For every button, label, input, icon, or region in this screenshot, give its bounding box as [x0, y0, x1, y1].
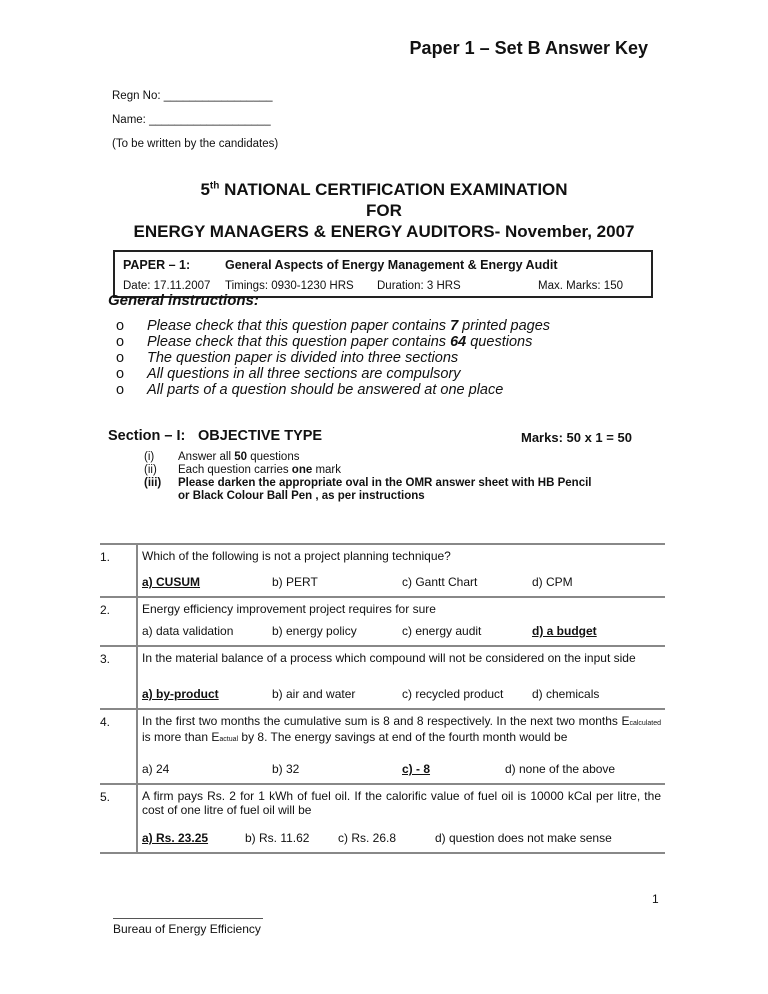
bullet-icon: o: [116, 382, 125, 398]
section-type: OBJECTIVE TYPE: [198, 428, 323, 444]
instruction-bold: one: [291, 464, 313, 476]
exam-heading-line2: FOR: [366, 201, 402, 220]
question-row: [100, 647, 665, 710]
instruction-bullet-item: [116, 366, 461, 382]
instruction-text: mark: [312, 464, 341, 476]
column-divider: [136, 598, 138, 645]
bullet-icon: o: [116, 318, 125, 334]
max-marks: Max. Marks: 150: [538, 280, 623, 292]
answer-option: c) Gantt Chart: [402, 575, 478, 589]
instruction-bullet-item: [116, 318, 550, 334]
bullet-icon: o: [116, 366, 125, 382]
correct-answer-option: d) a budget: [532, 624, 597, 638]
question-number: 3.: [100, 652, 111, 666]
heading-text: NATIONAL CERTIFICATION EXAMINATION: [219, 180, 568, 199]
instruction-text-cont: or Black Colour Ball Pen , as per instructions: [178, 490, 425, 502]
correct-answer-option: a) by-product: [142, 687, 219, 701]
bullet-text: printed pages: [458, 318, 551, 334]
general-instructions-heading: General instructions:: [108, 292, 259, 309]
questions-table: [100, 543, 665, 855]
question-row: [100, 785, 665, 854]
question-text: [142, 715, 661, 746]
bullet-text: All questions in all three sections are compulsory: [147, 366, 461, 382]
bullet-icon: o: [116, 334, 125, 350]
instruction-number: (i): [144, 451, 155, 463]
subscript: actual: [219, 735, 239, 743]
answer-option: b) Rs. 11.62: [245, 831, 310, 845]
ordinal-suffix: th: [209, 180, 220, 192]
column-divider: [136, 647, 138, 708]
bullet-icon: o: [116, 350, 125, 366]
column-divider: [136, 785, 138, 852]
question-row: [100, 710, 665, 785]
question-row: [100, 598, 665, 647]
instruction-text: Each question carries: [178, 464, 292, 476]
ordinal-number: 5: [200, 180, 210, 199]
answer-option: d) chemicals: [532, 687, 600, 701]
column-divider: [136, 710, 138, 783]
answer-option: a) 24: [142, 762, 170, 776]
paper-info-box: [113, 250, 653, 298]
regn-no-field: Regn No: _________________: [112, 90, 273, 102]
question-text: A firm pays Rs. 2 for 1 kWh of fuel oil. If the calorific value of fuel oil is 10000 kCal per litre, the cost of one litre of fuel oil will be: [142, 789, 661, 817]
instruction-item: [144, 477, 591, 489]
subscript: calculated: [629, 720, 661, 727]
exam-heading-line3: ENERGY MANAGERS & ENERGY AUDITORS- November, 2007: [133, 222, 635, 241]
answer-option: a) data validation: [142, 624, 234, 638]
paper-number: PAPER – 1:: [123, 258, 191, 272]
bullet-text: The question paper is divided into three sections: [147, 350, 459, 366]
answer-option: b) 32: [272, 762, 300, 776]
question-number: 1.: [100, 550, 111, 564]
correct-answer-option: a) Rs. 23.25: [142, 831, 209, 845]
instruction-item: [144, 451, 299, 463]
section-marks: Marks: 50 x 1 = 50: [521, 430, 632, 445]
correct-answer-option: a) CUSUM: [142, 575, 201, 589]
bullet-bold: 64: [450, 334, 467, 350]
answer-option: c) energy audit: [402, 624, 482, 638]
instruction-bold: 50: [234, 451, 248, 463]
answer-option: d) none of the above: [505, 762, 616, 776]
question-number: 4.: [100, 715, 111, 729]
bullet-text: All parts of a question should be answered at one place: [147, 382, 504, 398]
answer-option: b) PERT: [272, 575, 318, 589]
name-field: Name: ___________________: [112, 114, 271, 126]
question-number: 2.: [100, 603, 111, 617]
bullet-text: Please check that this question paper contains: [147, 318, 451, 334]
candidate-note: (To be written by the candidates): [112, 138, 279, 150]
bullet-text: questions: [466, 334, 533, 350]
instruction-number: (iii): [144, 477, 162, 489]
instruction-item: [144, 464, 341, 476]
exam-date: Date: 17.11.2007: [123, 280, 211, 292]
exam-duration: Duration: 3 HRS: [377, 280, 461, 292]
footer-org: Bureau of Energy Efficiency: [113, 922, 261, 936]
question-number: 5.: [100, 790, 111, 804]
section-label: Section – I:: [108, 428, 186, 444]
answer-option: b) energy policy: [272, 624, 357, 638]
paper-subject: General Aspects of Energy Management & Energy Audit: [225, 258, 558, 272]
question-text-part: by 8. The energy savings at end of the fourth month would be: [238, 729, 568, 744]
question-text: Energy efficiency improvement project requires for sure: [142, 602, 436, 616]
column-divider: [136, 545, 138, 596]
correct-answer-option: c) - 8: [402, 762, 431, 776]
page-title: Paper 1 – Set B Answer Key: [409, 38, 648, 58]
instruction-number: (ii): [144, 464, 157, 476]
question-text-part: is more than E: [142, 729, 220, 744]
page-number: 1: [652, 892, 659, 906]
question-text: Which of the following is not a project planning technique?: [142, 549, 451, 563]
instruction-text: Please darken the appropriate oval in the OMR answer sheet with HB Pencil: [178, 477, 592, 489]
question-text: In the material balance of a process which compound will not be considered on the input side: [142, 651, 636, 665]
answer-option: d) question does not make sense: [435, 831, 612, 845]
footer-divider: [113, 918, 263, 919]
answer-option: b) air and water: [272, 687, 356, 701]
bullet-bold: 7: [450, 318, 459, 334]
instruction-text: Answer all: [178, 451, 235, 463]
instruction-bullet-item: [116, 334, 532, 350]
exam-timings: Timings: 0930-1230 HRS: [225, 280, 354, 292]
question-text-part: In the first two months the cumulative sum is 8 and 8 respectively. In the next two months E: [142, 714, 630, 728]
answer-option: d) CPM: [532, 575, 573, 589]
answer-option: c) recycled product: [402, 687, 504, 701]
instruction-text: questions: [247, 451, 300, 463]
question-row: [100, 545, 665, 598]
bullet-text: Please check that this question paper contains: [147, 334, 451, 350]
exam-heading-line1: [0, 180, 768, 200]
instruction-bullet-item: [116, 350, 458, 366]
answer-option: c) Rs. 26.8: [338, 831, 397, 845]
instruction-bullet-item: [116, 382, 503, 398]
